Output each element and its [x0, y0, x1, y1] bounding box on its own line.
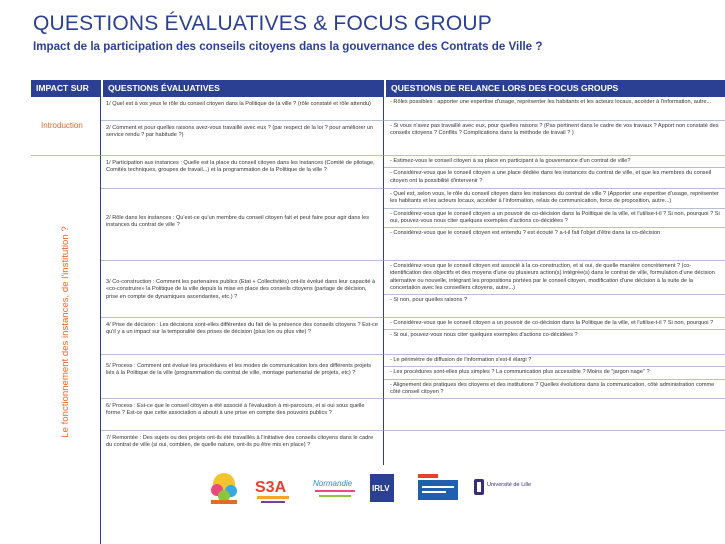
relance-text: - Considérez-vous que le conseil citoyen a une place dédiée dans les instances du contrat de ville, et que les membres du conseil citoyen ont la possibilité d'intervenir ? — [390, 170, 712, 184]
universite-logo-text: Université de Lille — [487, 482, 532, 488]
partner-logos — [0, 466, 725, 512]
page-subtitle: Impact de la participation des conseils citoyens dans la gouvernance des Contrats de Ville ? — [33, 40, 543, 53]
universite-logo — [474, 476, 532, 500]
s3a-logo — [253, 472, 293, 506]
relance-text: - Alignement des pratiques des citoyens et des institutions ? Quelles évolutions dans la communication, côté administration comme côté conseil citoyen ? — [390, 381, 715, 395]
table-row — [101, 156, 725, 189]
question-text: 5/ Process : Comment ont évolué les procédures et les modes de communication lors des différents projets liés à la Politique de la ville (programmation du contrat de ville, montage partenarial de projets, etc) ? — [101, 355, 384, 399]
impact-main-label: Le fonctionnement des instances, de l'institution ? — [60, 226, 71, 438]
page-title: QUESTIONS ÉVALUATIVES & FOCUS GROUP — [33, 12, 492, 35]
table-row — [101, 355, 725, 399]
table-row — [101, 261, 725, 318]
table-row — [101, 97, 725, 121]
relance-text: - Considérez-vous que le conseil citoyen est entendu ? est écouté ? a-t-il fait l'objet d'être dans la co-décision — [390, 230, 661, 237]
question-text: 7/ Remontée : Des sujets ou des projets ont-ils été travaillés à l'initiative des conseils citoyens dans le cadre du contrat de ville (si oui, combien, de quelle nature, ont-ils pu être mis en place) ? — [101, 431, 384, 465]
s3a-logo-text: S3A — [255, 479, 287, 496]
relance-text: - Si vous n'avez pas travaillé avec eux, pour quelles raisons ? (Pas pertinent dans le cadre de vos travaux ? Apport non constaté des conseils citoyens ? Conflits ? Complications dans la méthode de travail ? ) — [390, 123, 719, 137]
question-text: 2/ Comment et pour quelles raisons avez-vous travaillé avec eux ? (par respect de la loi ? pour améliorer un service rendu ? par habitude ?) — [101, 121, 384, 156]
relance-text: - Rôles possibles : apporter une expertise d'usage, représenter les habitants et les acteurs locaux, accéder à l'information, autre... — [390, 99, 712, 105]
header-questions: QUESTIONS ÉVALUATIVES — [103, 80, 384, 97]
irlv-logo — [370, 474, 394, 502]
relance-text: - Si non, pour quelles raisons ? — [390, 297, 468, 304]
table-row — [101, 399, 725, 431]
table-row — [101, 431, 725, 465]
question-text: 1/ Quel est à vos yeux le rôle du conseil citoyen dans la Politique de la ville ? (rôle constaté et rôle attendu) — [101, 97, 384, 121]
question-text: 2/ Rôle dans les instances : Qu'est-ce qu'un membre du conseil citoyen fait et peut faire pour agir dans les instances du contrat de ville ? — [101, 189, 384, 261]
irlv-logo-text: IRLV — [372, 484, 390, 493]
relance-text: - Considérez-vous que le conseil citoyen est associé à la co-construction, et si oui, de quelle manière concrètement ? (co-identification des objectifs et des moyens d'une ou plusieurs action(s) intégrée(s) dans le contrat de ville, formulation d'une décision alternative ou nouvelle, intégrant les propositions portées par le conseil citoyen, modification d'une décision à la suite de la concertation avec les conseillers citoyens, autre...) — [384, 261, 725, 295]
blue-logo — [418, 474, 458, 502]
relance-text: - Le périmètre de diffusion de l'information s'est-il élargi ? — [384, 355, 725, 367]
impact-intro-label: Introduction — [41, 121, 83, 130]
relance-text: - Les procédures sont-elles plus simples ? La communication plus accessible ? Moins de "jargon nage" ? — [384, 367, 725, 379]
normandie-logo-text: Normandie — [313, 479, 353, 488]
impact-intro-cell — [31, 97, 101, 156]
table-row — [101, 318, 725, 355]
table-row — [101, 121, 725, 156]
relance-text: - Si oui, pouvez-vous nous citer quelques exemples d'actions co-décidées ? — [390, 332, 578, 339]
relance-text — [384, 431, 725, 435]
relance-text: - Estimez-vous le conseil citoyen à sa place en participant à la gouvernance d'un contrat de ville? — [384, 156, 725, 168]
question-text: 3/ Co-construction : Comment les partenaires publics (Etat + Collectivités) ont-ils évolué dans leur capacité à «co-construire» la Politique de la ville depuis la mise en place des conseils citoyens (partage de décision, prise en compte de dynamiques ascendantes, etc.) ? — [101, 261, 384, 318]
header-relance: QUESTIONS DE RELANCE LORS DES FOCUS GROUPS — [386, 80, 725, 97]
relance-text: - Considérez-vous que le conseil citoyen a un pouvoir de co-décision dans la Politique de la ville, et l'utilise-t-il ? Si non, pourquoi ? Si oui, pouvez-vous nous citer quelques exemples d'actions co-décidées ? — [384, 209, 725, 229]
normandie-logo — [313, 474, 357, 502]
question-text: 6/ Process : Est-ce que le conseil citoyen a été associé à l'évaluation à mi-parcours, et si oui sous quelle forme ? Est-ce que cette association a abouti à une prise en compte des pouvoirs publics ? — [101, 399, 384, 431]
question-text: 1/ Participation aux instances : Quelle est la place du conseil citoyen dans les instances (Comité de pilotage, Comités techniques, groupes de travail...) et la programmation de la Politique de la ville ? — [101, 156, 384, 189]
relance-text — [384, 399, 725, 403]
question-text: 4/ Prise de décision : Les décisions sont-elles différentes du fait de la présence des conseils citoyens ? Est-ce qu'il y a un impact sur la temporalité des prises de décision (plus lon ou plus vite) ? — [101, 318, 384, 355]
colorful-logo — [207, 470, 241, 506]
table-row — [101, 189, 725, 261]
relance-text: - Quel est, selon vous, le rôle du conseil citoyen dans les instances du contrat de ville ? (Apporter une expertise d'usage, représenter les habitants et les acteurs locaux, accéder à l'information, relais de communication, force de proposition, autre...) — [384, 189, 725, 209]
relance-text: - Considérez-vous que le conseil citoyen a un pouvoir de co-décision dans la Politique de la ville, et l'utilise-t-il ? Si non, pourquoi ? — [384, 318, 725, 330]
header-impact: IMPACT SUR — [31, 80, 101, 97]
